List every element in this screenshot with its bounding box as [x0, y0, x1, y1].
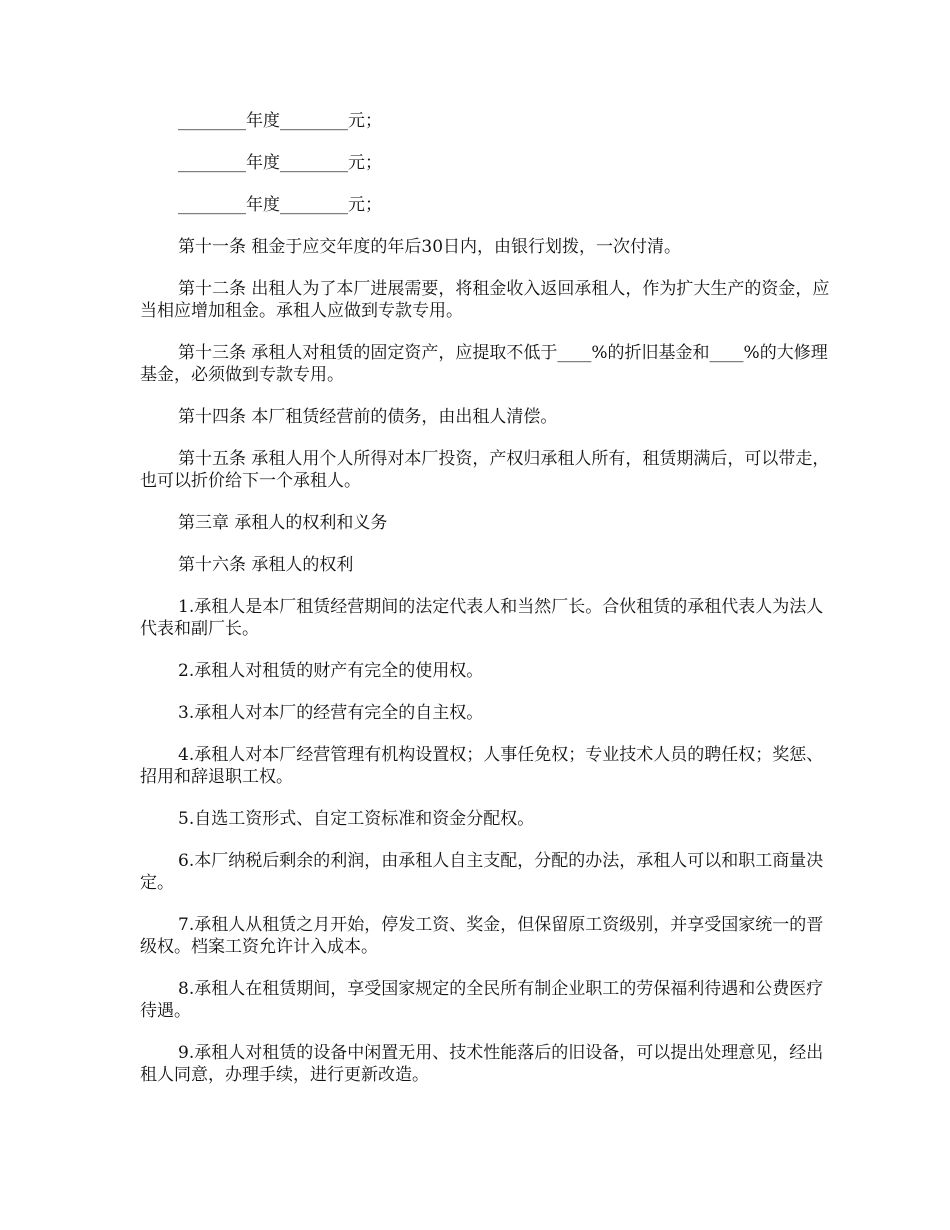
article-16-heading: 第十六条 承租人的权利	[178, 555, 354, 575]
article-11: 第十一条 租金于应交年度的年后30日内，由银行划拨，一次付清。	[178, 237, 682, 257]
right-item-7: 7.承租人从租赁之月开始，停发工资、奖金，但保留原工资级别，并享受国家统一的晋级权。档案工资允许计入成本。	[140, 915, 824, 957]
chapter-3-heading: 第三章 承租人的权利和义务	[178, 513, 388, 533]
article-14: 第十四条 本厂租赁经营前的债务，由出租人清偿。	[178, 407, 558, 427]
right-item-4: 4.承租人对本厂经营管理有机构设置权；人事任免权；专业技术人员的聘任权；奖惩、招用和辞退职工权。	[140, 745, 824, 787]
right-item-5: 5.自选工资形式、自定工资标准和资金分配权。	[178, 809, 535, 829]
article-13: 第十三条 承租人对租赁的固定资产，应提取不低于____%的折旧基金和____%的大修理基金，必须做到专款专用。	[140, 343, 828, 385]
article-12: 第十二条 出租人为了本厂进展需要，将租金收入返回承租人，作为扩大生产的资金，应当相应增加租金。承租人应做到专款专用。	[140, 279, 830, 321]
right-item-2: 2.承租人对租赁的财产有完全的使用权。	[178, 661, 484, 681]
rent-year-line-3: ________年度________元；	[178, 195, 382, 215]
article-15: 第十五条 承租人用个人所得对本厂投资，产权归承租人所有，租赁期满后，可以带走，也可以折价给下一个承租人。	[140, 449, 830, 491]
right-item-3: 3.承租人对本厂的经营有完全的自主权。	[178, 703, 484, 723]
rent-year-line-1: ________年度________元；	[178, 111, 382, 131]
right-item-1: 1.承租人是本厂租赁经营期间的法定代表人和当然厂长。合伙租赁的承租代表人为法人代表和副厂长。	[140, 597, 824, 639]
right-item-6: 6.本厂纳税后剩余的利润，由承租人自主支配，分配的办法，承租人可以和职工商量决定。	[140, 851, 824, 893]
right-item-9: 9.承租人对租赁的设备中闲置无用、技术性能落后的旧设备，可以提出处理意见，经出租人同意，办理手续，进行更新改造。	[140, 1043, 824, 1085]
rent-year-line-2: ________年度________元；	[178, 153, 382, 173]
right-item-8: 8.承租人在租赁期间，享受国家规定的全民所有制企业职工的劳保福利待遇和公费医疗待遇。	[140, 979, 824, 1021]
document-body	[140, 110, 830, 1106]
